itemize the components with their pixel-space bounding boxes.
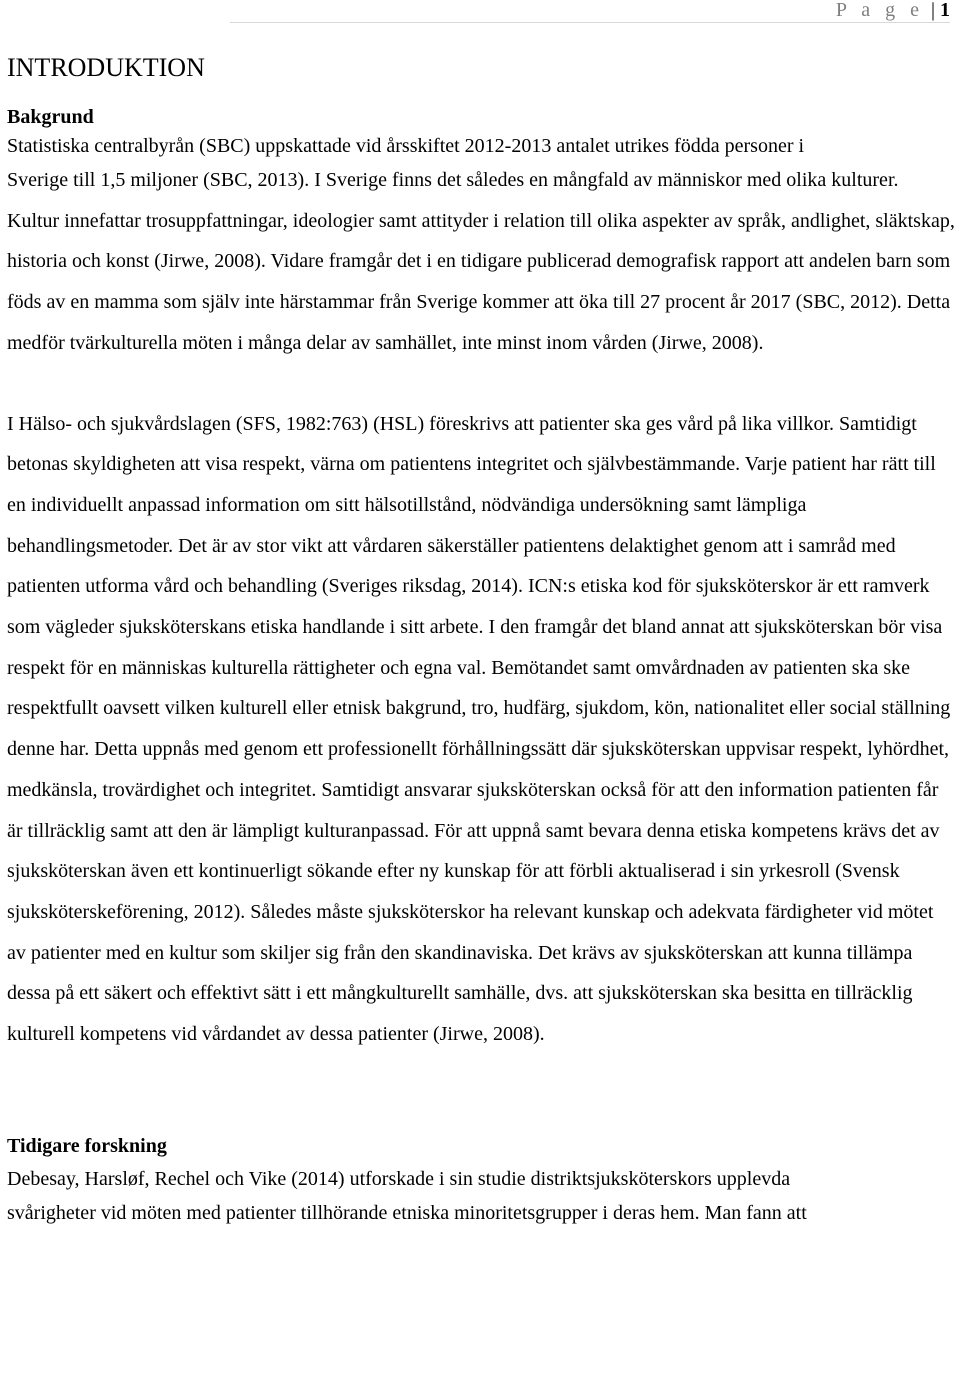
section-heading-bakgrund: Bakgrund	[7, 106, 94, 128]
paragraph-forskning-first-line: Debesay, Harsløf, Rechel och Vike (2014) utforskade i sin studie distriktsjuksköterskors upplevda	[7, 1167, 791, 1190]
page-header	[230, 0, 950, 23]
paragraph-bakgrund-1: Sverige till 1,5 miljoner (SBC, 2013). I Sverige finns det således en mångfald av människor med olika kulturer. Kultur innefattar trosuppfattningar, ideologier samt attityder i relation till olika aspekter av språk, andlighet, släktskap, historia och konst (Jirwe, 2008). Vidare framgår det i en tidigare publicerad demografisk rapport att andelen barn som föds av en mamma som själv inte härstammar från Sverige kommer att öka till 27 procent år 2017 (SBC, 2012). Detta medför tvärkulturella möten i många delar av samhället, inte minst inom vården (Jirwe, 2008).	[7, 169, 955, 354]
paragraph-gap	[7, 364, 955, 404]
document-title: INTRODUKTION	[7, 53, 205, 82]
page-number: 1	[940, 0, 950, 21]
section-gap	[7, 1055, 955, 1133]
page-separator: |	[930, 0, 935, 21]
paragraph-bakgrund-2: I Hälso- och sjukvårdslagen (SFS, 1982:763) (HSL) föreskrivs att patienter ska ges vård på lika villkor. Samtidigt betonas skyldigheten att visa respekt, värna om patientens integritet och självbestämmande. Varje patient har rätt till en individuellt anpassad information om sitt hälsotillstånd, nödvändiga undersökning samt lämpliga behandlingsmetoder. Det är av stor vikt att vårdaren säkerställer patientens delaktighet genom att i samråd med patienten utforma vård och behandling (Sveriges riksdag, 2014). ICN:s etiska kod för sjuksköterskor är ett ramverk som vägleder sjuksköterskans etiska handlande i sitt arbete. I den framgår det bland annat att sjuksköterskan bör visa respekt för en människas kulturella rättigheter och egna val. Bemötandet samt omvårdnaden av patienten ska ske respektfullt oavsett vilken kulturell eller etnisk bakgrund, tro, hudfärg, sjukdom, kön, nationalitet eller social ställning denne har. Detta uppnås med genom ett professionellt förhållningssätt där sjuksköterskan uppvisar respekt, lyhördhet, medkänsla, trovärdighet och integritet. Samtidigt ansvarar sjuksköterskan också för att den information patienten får är tillräcklig samt att den är lämpligt kulturanpassad. För att uppnå samt bevara denna etiska kompetens krävs det av sjuksköterskan även ett kontinuerligt sökande efter ny kunskap för att förbli aktualiserad i sin yrkesroll (Svensk sjuksköterskeförening, 2012). Således måste sjuksköterskor ha relevant kunskap och adekvata färdigheter vid mötet av patienter med en kultur som skiljer sig från den skandinaviska. Det krävs av sjuksköterskan att kunna tillämpa dessa på ett säkert och effektivt sätt i ett mångkulturellt samhälle, dvs. att sjuksköterskan ska besitta en tillräcklig kulturell kompetens vid vårdandet av dessa patienter (Jirwe, 2008).	[7, 412, 951, 1046]
page-label: P a g e	[835, 0, 924, 21]
document-body	[7, 50, 955, 1233]
section-heading-tidigare-forskning: Tidigare forskning	[7, 1134, 167, 1157]
paragraph-forskning-1: svårigheter vid möten med patienter tillhörande etniska minoritetsgrupper i deras hem. Man fann att	[7, 1201, 807, 1224]
paragraph-bakgrund-first-line: Statistiska centralbyrån (SBC) uppskattade vid årsskiftet 2012-2013 antalet utrikes födda personer i	[7, 135, 805, 157]
